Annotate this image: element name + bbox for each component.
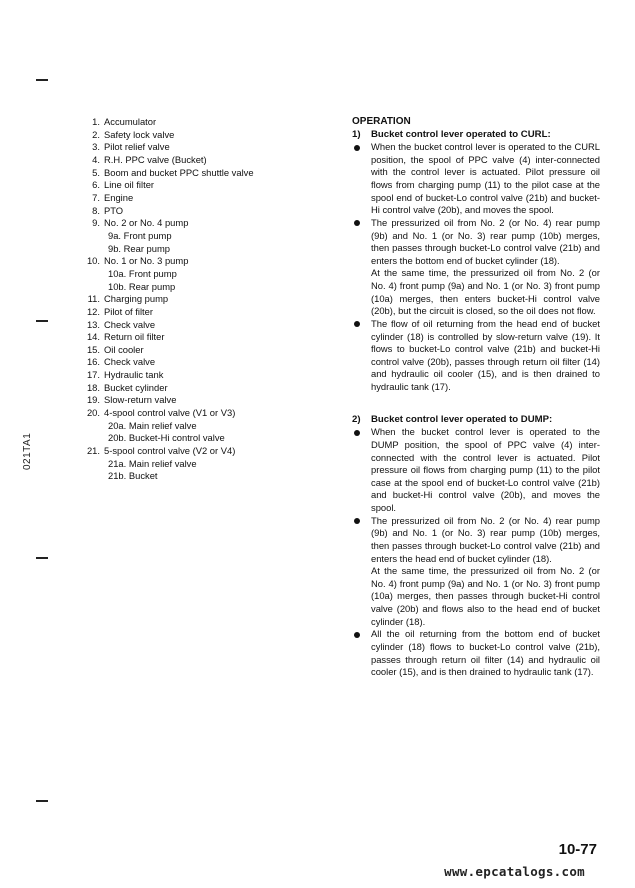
legend-number: 5.: [92, 166, 100, 178]
legend-subitem: [62, 230, 292, 243]
bullet-paragraph: The pressurized oil from No. 2 (or No. 4) rear pump (9b) and No. 1 (or No. 3) rear pump (10b) merges, then passes through bucket-Lo control valve (21b) and enters the bottom end of bucket cylinder (18).: [371, 216, 600, 266]
legend-item: [62, 167, 292, 180]
section-title-text: Bucket control lever operated to CURL:: [371, 128, 551, 140]
legend-item: [62, 407, 292, 420]
legend-subitem: [62, 243, 292, 256]
legend-text: 21a. Main relief valve: [108, 457, 197, 469]
section-title: [352, 414, 600, 427]
bullet-item: [352, 426, 600, 514]
bullet-paragraph: All the oil returning from the bottom end of bucket cylinder (18) flows to bucket-Lo control valve (21b), passes through return oil filter (14) and hydraulic oil cooler (15), and is then drained to hydraulic tank (17).: [371, 628, 600, 678]
legend-number: 13.: [86, 318, 100, 330]
legend-text: 20a. Main relief valve: [108, 419, 197, 431]
bullet-body: [371, 141, 600, 217]
legend-number: 17.: [86, 369, 100, 381]
legend-text: Pilot relief valve: [104, 141, 170, 153]
legend-number: [62, 420, 108, 433]
legend-item: [62, 369, 292, 382]
legend-text: R.H. PPC valve (Bucket): [104, 153, 207, 165]
bullet-paragraph: At the same time, the pressurized oil from No. 2 (or No. 4) front pump (9a) and No. 1 (or No. 3) front pump (10a) merges, then enters bucket-Hi control valve (20b), but the circuit is closed, so the oil does not flow.: [371, 267, 600, 317]
legend-text: Accumulator: [104, 116, 157, 127]
legend-number: 4.: [92, 153, 100, 165]
legend-text: Charging pump: [104, 293, 169, 305]
bullet-body: [371, 318, 600, 394]
legend-item: [62, 255, 292, 268]
section-number: 2): [352, 413, 361, 425]
legend-text: 9a. Front pump: [108, 229, 172, 241]
legend-item: [62, 344, 292, 357]
legend-item: [62, 293, 292, 306]
bullet-item: [352, 515, 600, 629]
legend-item: [62, 217, 292, 230]
legend-text: 21b. Bucket: [108, 470, 158, 482]
legend-item: [62, 129, 292, 142]
legend-item: [62, 319, 292, 332]
bullet-paragraph: When the bucket control lever is operated to the CURL position, the spool of PPC valve (4) inter-connected with the control lever is actuated. Pilot pressure oil flows from charging pump (11) to the pilot case at the spool end of bucket-Lo control valve (21b) and bucket-Hi control valve (20b), and moves the spool.: [371, 141, 600, 216]
legend-number: 8.: [92, 204, 100, 216]
bullet-dot-icon: [352, 141, 371, 217]
legend-subitem: [62, 281, 292, 294]
legend-item: [62, 382, 292, 395]
section-number: 1): [352, 128, 361, 140]
legend-subitem: [62, 432, 292, 445]
legend-text: Bucket cylinder: [104, 381, 168, 393]
legend-text: PTO: [104, 204, 124, 216]
legend-text: Slow-return valve: [104, 394, 177, 406]
bullet-body: [371, 217, 600, 318]
margin-mark: [36, 320, 48, 322]
legend-text: 10a. Front pump: [108, 267, 177, 279]
bullet-paragraph: When the bucket control lever is operated to the DUMP position, the spool of PPC valve (4) inter-connected with the control lever is actuated. Pilot pressure oil flows from charging pump (11) to the pilot case at the spool end of bucket-Lo control valve (21b) and bucket-Hi control valve (20b), and moves the spool.: [371, 426, 600, 514]
legend-text: No. 2 or No. 4 pump: [104, 217, 189, 229]
bullet-item: [352, 217, 600, 318]
legend-number: 10.: [86, 255, 100, 267]
legend-text: 4-spool control valve (V1 or V3): [104, 407, 236, 419]
page-number: 10-77: [558, 841, 597, 858]
legend-item: [62, 205, 292, 218]
legend-number: 14.: [86, 331, 100, 343]
figure-code: 021TA1: [22, 432, 33, 470]
legend-number: 2.: [92, 128, 100, 140]
legend-subitem: [62, 470, 292, 483]
legend-item: [62, 116, 292, 129]
bullet-item: [352, 318, 600, 394]
legend-item: [62, 445, 292, 458]
legend-number: 1.: [92, 116, 100, 127]
legend-number: [62, 432, 108, 445]
operation-section: [352, 414, 600, 679]
legend-text: 5-spool control valve (V2 or V4): [104, 445, 236, 457]
legend-item: [62, 179, 292, 192]
bullet-item: [352, 141, 600, 217]
bullet-body: [371, 426, 600, 514]
legend-text: Return oil filter: [104, 331, 165, 343]
margin-mark: [36, 800, 48, 802]
legend-number: 18.: [86, 381, 100, 393]
legend-number: 6.: [92, 179, 100, 191]
legend-number: [62, 243, 108, 256]
legend-number: 9.: [92, 217, 100, 229]
legend-item: [62, 141, 292, 154]
legend-text: Line oil filter: [104, 179, 155, 191]
legend-number: [62, 230, 108, 243]
legend-number: 11.: [87, 293, 100, 305]
legend-number: 7.: [92, 191, 100, 203]
legend-text: Boom and bucket PPC shuttle valve: [104, 166, 254, 178]
legend-number: [62, 458, 108, 471]
bullet-item: [352, 628, 600, 679]
legend-item: [62, 154, 292, 167]
legend-number: 21.: [86, 445, 100, 457]
legend-number: 19.: [86, 394, 100, 406]
bullet-body: [371, 515, 600, 629]
parts-legend: [62, 116, 292, 483]
legend-text: Check valve: [104, 318, 156, 330]
bullet-body: [371, 628, 600, 679]
watermark: www.epcatalogs.com: [444, 864, 585, 879]
legend-item: [62, 356, 292, 369]
legend-number: [62, 470, 108, 483]
legend-subitem: [62, 420, 292, 433]
legend-number: [62, 268, 108, 281]
legend-text: Safety lock valve: [104, 128, 175, 140]
legend-subitem: [62, 458, 292, 471]
legend-text: Oil cooler: [104, 343, 144, 355]
legend-number: [62, 281, 108, 294]
bullet-paragraph: The pressurized oil from No. 2 (or No. 4) rear pump (9b) and No. 1 (or No. 3) rear pump (10b) merges, then passes through bucket-Lo control valve (21b) and enters the head end of bucket cylinder (18).: [371, 514, 600, 564]
operation-column: [352, 116, 600, 679]
legend-item: [62, 192, 292, 205]
legend-subitem: [62, 268, 292, 281]
bullet-paragraph: At the same time, the pressurized oil from No. 2 (or No. 4) front pump (9a) and No. 1 (or No. 3) front pump (10a) merges, then passes through bucket-Hi control valve (20b) and flows also to the head end of bucket cylinder (18).: [371, 565, 600, 627]
legend-text: 10b. Rear pump: [108, 280, 176, 292]
section-title: [352, 129, 600, 142]
bullet-dot-icon: [352, 515, 371, 629]
legend-text: 20b. Bucket-Hi control valve: [108, 432, 225, 444]
margin-mark: [36, 557, 48, 559]
margin-mark: [36, 79, 48, 81]
legend-item: [62, 331, 292, 344]
legend-number: 16.: [86, 356, 100, 368]
legend-number: 12.: [86, 305, 100, 317]
legend-text: Hydraulic tank: [104, 369, 164, 381]
legend-text: Pilot of filter: [104, 305, 153, 317]
operation-heading: OPERATION: [352, 116, 411, 127]
legend-number: 15.: [86, 343, 100, 355]
legend-item: [62, 394, 292, 407]
legend-text: 9b. Rear pump: [108, 242, 171, 254]
bullet-dot-icon: [352, 318, 371, 394]
operation-section: [352, 129, 600, 394]
legend-text: Engine: [104, 191, 134, 203]
bullet-dot-icon: [352, 628, 371, 679]
bullet-dot-icon: [352, 426, 371, 514]
bullet-paragraph: The flow of oil returning from the head end of bucket cylinder (18) is controlled by slow-return valve (19). It flows to bucket-Lo control valve (21b) and bucket-Hi control valve (20b), passes through return oil filter (14) and hydraulic oil cooler (15), and is then drained to hydraulic tank (17).: [371, 317, 600, 393]
operation-sections: [352, 129, 600, 679]
legend-number: 20.: [86, 407, 100, 419]
legend-text: No. 1 or No. 3 pump: [104, 255, 189, 267]
legend-text: Check valve: [104, 356, 156, 368]
legend-item: [62, 306, 292, 319]
section-title-text: Bucket control lever operated to DUMP:: [371, 413, 553, 425]
bullet-dot-icon: [352, 217, 371, 318]
legend-number: 3.: [92, 141, 100, 153]
